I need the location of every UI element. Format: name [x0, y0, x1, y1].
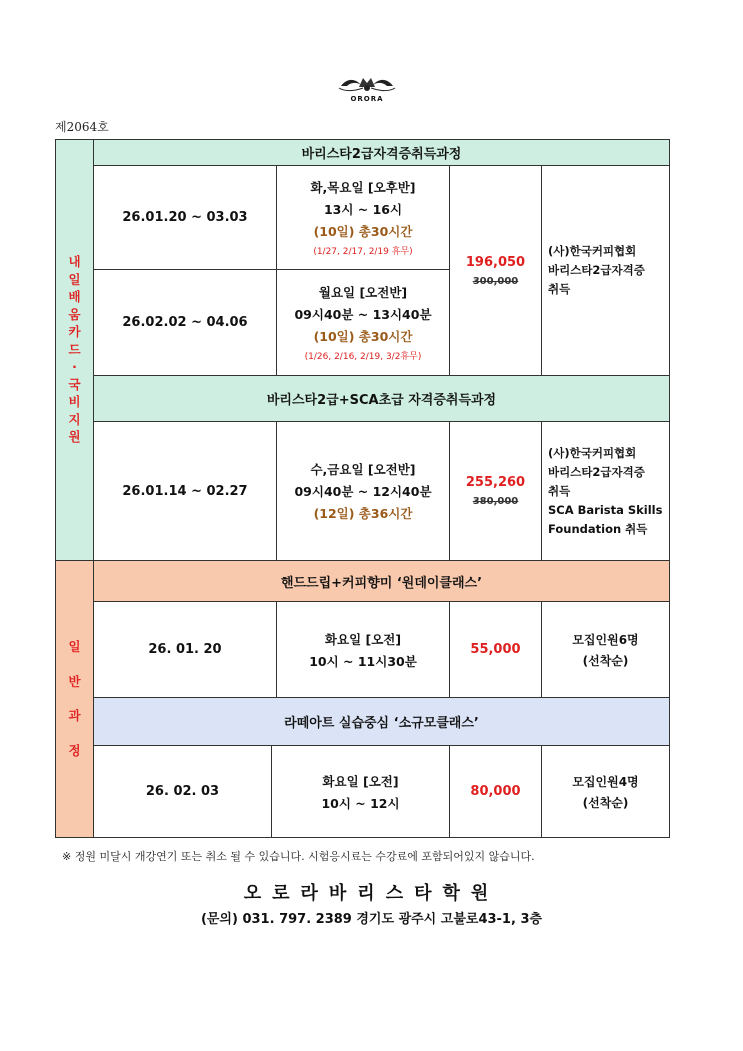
first-come-text: (선착순)	[582, 653, 629, 668]
certificate-line: 바리스타2급자격증	[548, 263, 645, 277]
session-holiday: (1/26, 2/16, 2/19, 3/2휴무)	[304, 352, 422, 362]
price-original: 300,000	[472, 275, 519, 287]
schedule-table	[55, 139, 670, 838]
class1-schedule	[276, 601, 450, 698]
class1-capacity	[541, 601, 670, 698]
class2-title: 라떼아트 실습중심 ‘소규모클래스’	[93, 697, 670, 746]
session-time: 13시 ~ 16시	[323, 202, 403, 217]
certificate-line: 취득	[548, 282, 571, 296]
side-label-char: 카	[68, 324, 81, 340]
session-days: 월요일 [오전반]	[318, 285, 408, 300]
course2-dates: 26.01.14 ~ 02.27	[93, 421, 277, 561]
logo-text: ORORA	[350, 95, 384, 103]
price-current: 196,050	[465, 254, 526, 270]
capacity-text: 모집인원6명	[572, 632, 639, 647]
side-label-char: 움	[68, 306, 81, 322]
certificate-line: (사)한국커피협회	[548, 445, 637, 460]
session-time: 09시40분 ~ 13시40분	[294, 307, 432, 322]
course1-session2-schedule	[276, 269, 450, 376]
class2-capacity	[541, 745, 670, 838]
course1-session1-dates: 26.01.20 ~ 03.03	[93, 165, 277, 270]
course2-price	[449, 421, 542, 561]
session-time: 09시40분 ~ 12시40분	[294, 484, 432, 499]
session-total: (10일) 총30시간	[313, 224, 413, 239]
certificate-lines	[548, 242, 645, 299]
session-days: 수,금요일 [오전반]	[310, 462, 416, 477]
session-days: 화,목요일 [오후반]	[310, 180, 416, 195]
first-come-text: (선착순)	[582, 795, 629, 810]
class2-price	[449, 745, 542, 838]
side-label-char: 지	[68, 411, 81, 427]
side-label-national-text	[68, 256, 80, 444]
side-label-char: 원	[68, 429, 81, 445]
side-label-char: 일	[68, 639, 81, 654]
course2-schedule	[276, 421, 450, 561]
session-holiday: (1/27, 2/17, 2/19 휴무)	[313, 247, 413, 257]
orora-logo	[337, 72, 397, 112]
side-label-char: 내	[68, 254, 81, 270]
course1-price	[449, 165, 542, 376]
course2-title: 바리스타2급+SCA초급 자격증취득과정	[93, 375, 670, 422]
course1-session2-dates: 26.02.02 ~ 04.06	[93, 269, 277, 376]
price-current: 55,000	[470, 642, 521, 657]
class2-date: 26. 02. 03	[93, 745, 272, 838]
side-label-char: 배	[68, 289, 81, 305]
class2-schedule	[271, 745, 450, 838]
side-label-char: 반	[68, 673, 81, 689]
side-label-general-text	[68, 641, 80, 757]
side-label-national	[55, 139, 94, 561]
session-total: (12일) 총36시간	[313, 506, 413, 521]
price-current: 80,000	[470, 784, 521, 799]
course1-title: 바리스타2급자격증취득과정	[93, 139, 670, 166]
crown-ornament-icon	[337, 72, 397, 94]
course2-certificate	[541, 421, 670, 561]
contact-info: (문의) 031. 797. 2389 경기도 광주시 고불로43-1, 3층	[200, 912, 543, 927]
footnote-notice: ※ 정원 미달시 개강연기 또는 취소 될 수 있습니다. 시험응시료는 수강료에 포함되어있지 않습니다.	[62, 850, 535, 863]
side-label-char: 정	[68, 742, 81, 758]
certificate-line: Foundation 취득	[548, 521, 648, 536]
capacity-text: 모집인원4명	[572, 774, 639, 789]
side-label-char: ·	[72, 359, 77, 375]
price-original: 380,000	[472, 496, 519, 507]
class1-title: 핸드드립+커피향미 ‘원데이클래스’	[93, 560, 670, 602]
side-label-char: 드	[68, 341, 81, 357]
certificate-lines	[548, 444, 662, 539]
session-time: 10시 ~ 11시30분	[309, 653, 417, 669]
course1-session1-schedule	[276, 165, 450, 270]
session-total: (10일) 총30시간	[313, 329, 413, 344]
certificate-line: 취득	[548, 483, 571, 498]
side-label-char: 국	[68, 376, 81, 392]
session-time: 10시 ~ 12시	[321, 795, 400, 811]
certificate-line: 바리스타2급자격증	[548, 464, 645, 479]
session-days: 화요일 [오전]	[324, 631, 402, 647]
side-label-char: 일	[68, 271, 81, 287]
academy-name: 오로라바리스타학원	[243, 883, 500, 904]
issue-number: 제2064호	[55, 120, 109, 134]
certificate-line: (사)한국커피협회	[548, 244, 637, 258]
side-label-char: 과	[68, 708, 81, 723]
session-days: 화요일 [오전]	[322, 773, 399, 789]
certificate-line: SCA Barista Skills	[548, 502, 663, 517]
side-label-general	[55, 560, 94, 838]
class1-date: 26. 01. 20	[93, 601, 277, 698]
class1-price	[449, 601, 542, 698]
price-current: 255,260	[465, 475, 526, 490]
course1-certificate	[541, 165, 670, 376]
side-label-char: 비	[68, 394, 81, 410]
